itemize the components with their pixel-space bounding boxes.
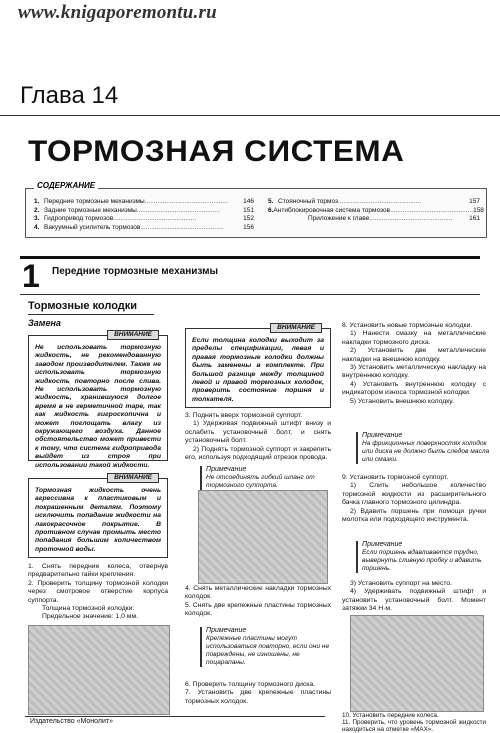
step-7: 7. Установить две крепежные пластины тормозных колодок.: [185, 689, 331, 705]
step-1: 1. Снять передние колеса, отвернув предварительно гайки крепления.: [28, 563, 168, 579]
step-3-2: 2) Поднять тормозной суппорт и закрепить его, используя подходящий отрезок провода.: [185, 445, 331, 462]
step-3-1: 1) Удерживая подвижный штифт внизу и ослабить установочный болт, и снять установочный болт.: [185, 420, 331, 445]
section-number: 1: [22, 258, 40, 294]
step-9: 9. Установить тормозной суппорт.: [342, 474, 449, 481]
caliper-photo: [198, 490, 328, 584]
warning-box-1: [28, 331, 168, 469]
note-text: Не отсоединять гибкий шланг от тормозного суппорта.: [206, 474, 315, 489]
note-label: Примечание: [206, 466, 247, 473]
footer-rule: [25, 716, 325, 717]
step-8-1: 1) Нанести смазку на металлические накладки тормозного диска.: [342, 330, 486, 346]
step-9-2: 2) Вдавить поршень при помощи ручки молотка или подходящего инструмента.: [342, 507, 486, 524]
col1-steps: [28, 563, 168, 622]
step-11: 11. Проверить, что уровень тормозной жидкости находиться на отметке «MAX».: [342, 719, 486, 733]
toc-item[interactable]: 4. Вакуумный усилитель тормозов .............................................. 156: [34, 223, 254, 231]
section-rule: [20, 256, 480, 259]
warning-label: ВНИМАНИЕ: [270, 323, 322, 333]
subsection-title: Тормозные колодки: [28, 300, 138, 312]
section-bottom-rule: [20, 294, 480, 295]
step-8-2: 2) Установить две металлические накладки на внешнюю колодку.: [342, 347, 486, 363]
brake-pad-photo: [28, 625, 170, 715]
toc-item[interactable]: Приложение к главе .............................................. 161: [308, 215, 480, 222]
col2-steps-mid: [185, 585, 331, 619]
limit-value: Предельное значение: 1,0 мм.: [42, 613, 139, 621]
page-title: ТОРМОЗНАЯ СИСТЕМА: [28, 135, 405, 168]
step-2: 2. Проверить толщину тормозной колодки через смотровое отверстие корпуса суппорта.: [28, 579, 168, 604]
warning-label: ВНИМАНИЕ: [107, 330, 159, 340]
warning-label: ВНИМАНИЕ: [107, 473, 159, 483]
note-label: Примечание: [206, 627, 247, 634]
note-3: [356, 432, 492, 464]
toc-heading: СОДЕРЖАНИЕ: [34, 181, 98, 190]
step-4: 4. Снять металлические накладки тормозных колодок.: [185, 585, 331, 601]
chapter-label: Глава 14: [20, 82, 119, 109]
warning-box-3: [185, 324, 331, 408]
replacement-heading: Замена: [28, 318, 61, 328]
site-url[interactable]: www.knigaporemontu.ru: [18, 2, 217, 23]
toc-right-column: [268, 198, 484, 224]
toc-item[interactable]: 1. Передние тормозные механизмы .............................................. 146: [34, 198, 254, 205]
toc-left-column: [34, 198, 254, 232]
step-8-3: 3) Установить металлическую накладку на внутреннюю колодку.: [342, 364, 486, 380]
col3-steps-bottom: [342, 712, 486, 733]
note-label: Примечание: [362, 541, 403, 548]
col3-steps-lower: [342, 580, 486, 614]
toc-box: [25, 181, 487, 238]
step-8: 8. Установить новые тормозные колодки.: [342, 322, 473, 329]
step-3: 3. Поднять вверх тормозной суппорт.: [185, 412, 303, 419]
note-label: Примечание: [362, 432, 403, 439]
toc-item[interactable]: 5. Стояночный тормоз .............................................. 157: [268, 198, 480, 205]
step-5: 5. Снять две крепежные пластины тормозных колодок.: [185, 601, 331, 618]
warning-box-2: [28, 474, 168, 558]
publisher-footer: Издательство «Монолит»: [30, 718, 114, 725]
col3-steps-mid: [342, 474, 486, 524]
section-title: Передние тормозные механизмы: [52, 266, 219, 277]
note-4: [356, 541, 492, 573]
col3-steps-top: [342, 322, 486, 406]
caliper-install-photo: [350, 615, 484, 712]
note-text: На фрикционных поверхностях колодок или диска не должно быть следов масла или смазки.: [362, 440, 490, 463]
step-9-3: 3) Установить суппорт на место.: [350, 580, 453, 587]
warning-text: Если толщина колодки выходит за пределы спецификации, левая и правая тормозные колодки должны быть заменены в комплекте. При большой разнице между толщиной левой и правой тормозных колодок, проверить состояние поршня и толкателя.: [192, 337, 324, 403]
col2-steps-bottom: [185, 681, 331, 706]
warning-text: Не использовать тормозную жидкость, не рекомендованную заводом производителем. Также не использовать тормозную жидкость повторно после слива. Не использовать тормозную жидкость, хранившуюся долгое время в не герметичной таре, так как жидкость гигроскопична и может поглощать влагу из окружающего воздуха. Данное обстоятельство может привести к тому, что система гидропривода выйдет из строя при использовании такой жидкости.: [35, 344, 161, 469]
note-text: Крепежные пластины могут использоваться повторно, если они не повреждены, не изношены, не поцарапаны.: [206, 635, 330, 666]
note-text: Если поршень вдавливается трудно, вывернуть сливную пробку и вдавить поршень.: [362, 549, 482, 572]
step-8-5: 5) Установить внешнюю колодку.: [350, 397, 454, 405]
warning-text: Тормозная жидкость очень агрессивна к пластиковым и покрашенным деталям. Поэтому исключить попадание жидкости на лакокрасочное покрытие. В противном случае промыть место попадания большим количеством проточной воды.: [35, 487, 161, 553]
step-6: 6. Проверить толщину тормозного диска.: [185, 681, 316, 688]
note-2: [200, 627, 336, 667]
toc-item[interactable]: 2. Задние тормозные механизмы .............................................. 151: [34, 206, 254, 214]
thickness-label: Толщина тормозной колодки:: [42, 605, 135, 613]
step-10: 10. Установить передние колеса.: [342, 712, 439, 719]
step-8-4: 4) Установить внутреннюю колодку с индикатором износа тормозной колодки.: [342, 380, 486, 397]
subsection-rule: [28, 314, 154, 315]
step-9-4: 4) Удерживать подвижный штифт и установить установочный болт. Момент затяжки 34 Н·м.: [342, 588, 486, 613]
col2-steps-top: [185, 412, 331, 462]
chapter-divider: [0, 115, 500, 116]
toc-item[interactable]: 6. Антиблокировочная система тормозов .............................................. 158: [268, 206, 484, 214]
step-9-1: 1) Слить небольшое количество тормозной жидкости из расширительного бачка главного тормозного цилиндра.: [342, 482, 486, 507]
note-1: [200, 466, 336, 490]
toc-item[interactable]: 3. Гидропривод тормозов .............................................. 152: [34, 215, 254, 222]
